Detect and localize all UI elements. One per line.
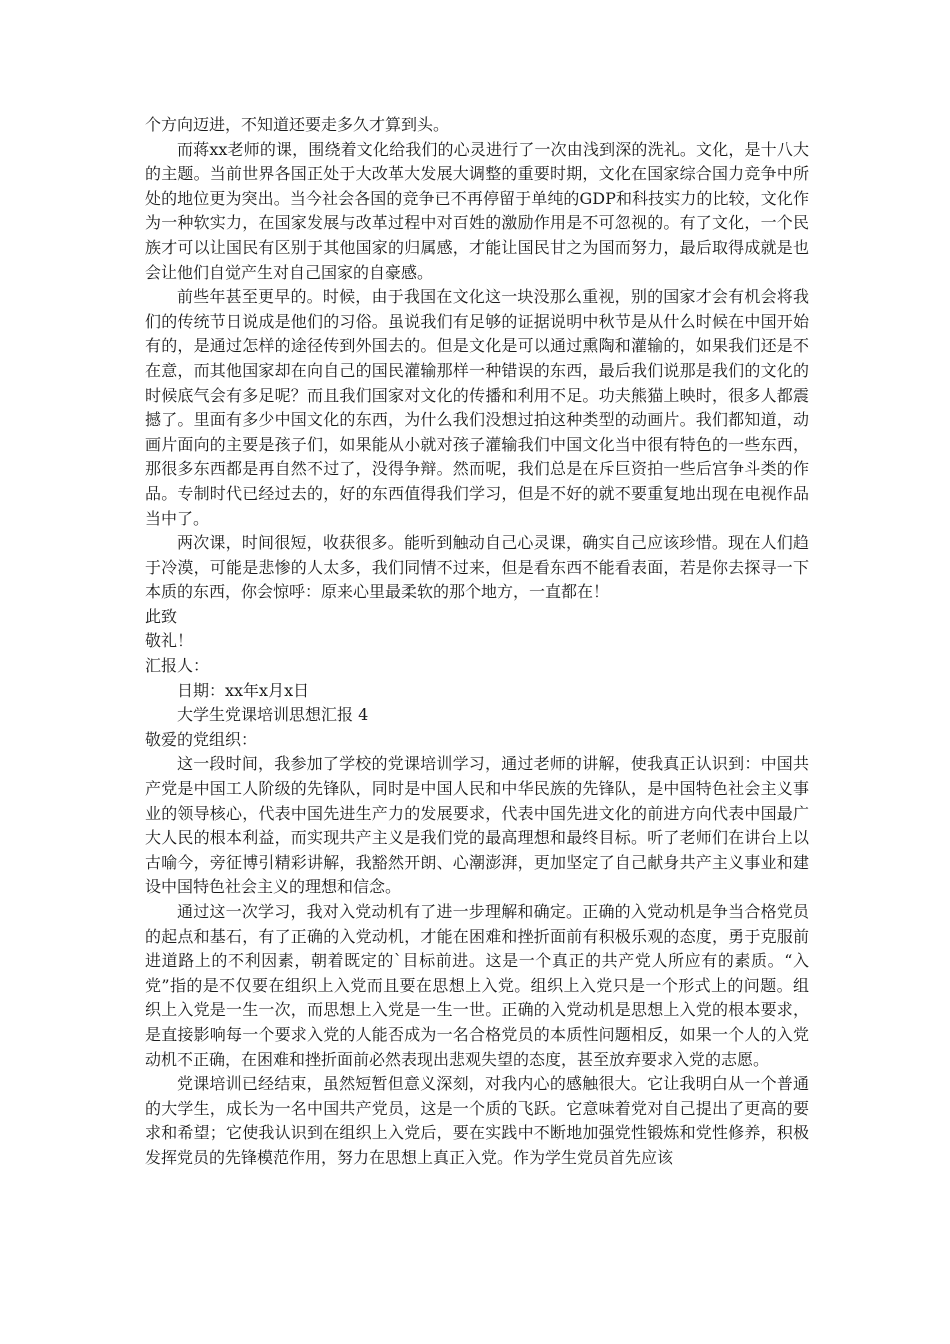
paragraph-motivation: 通过这一次学习，我对入党动机有了进一步理解和确定。正确的入党动机是争当合格党员的起点和基石，有了正确的入党动机，才能在困难和挫折面前有积极乐观的态度，勇于克服前进道路上的不利因素，朝着既定的`目标前进。这是一个真正的共产党人所应有的素质。“入党”指的是不仅要在组织上入党而且要在思想上入党。组织上入党只是一个形式上的问题。组织上入党是一生一次，而思想上入党是一生一世。正确的入党动机是思想上入党的根本要求，是直接影响每一个要求入党的人能否成为一名合格党员的本质性问题相反，如果一个人的入党动机不正确，在困难和挫折面前必然表现出悲观失望的态度，甚至放弃要求入党的志愿。 <box>145 902 809 1069</box>
paragraph-reflection: 党课培训已经结束，虽然短暂但意义深刻，对我内心的感触很大。它让我明白从一个普通的大学生，成长为一名中国共产党员，这是一个质的飞跃。它意味着党对自己提出了更高的要求和希望；它使我认识到在组织上入党后，要在实践中不断地加强党性锻炼和党性修养，积极发挥党员的先锋模范作用，努力在思想上真正入党。作为学生党员首先应该 <box>145 1074 809 1167</box>
reporter-label: 汇报人： <box>145 656 210 676</box>
document-page <box>145 113 809 1171</box>
report-date: 日期：xx年x月x日 <box>177 680 310 700</box>
section-title: 大学生党课培训思想汇报 4 <box>177 705 369 725</box>
paragraph-training: 这一段时间，我参加了学校的党课培训学习，通过老师的讲解，使我真正认识到：中国共产党是中国工人阶级的先锋队，同时是中国人民和中华民族的先锋队，是中国特色社会主义事业的领导核心，代表中国先进生产力的发展要求，代表中国先进文化的前进方向代表中国最广大人民的根本利益，而实现共产主义是我们党的最高理想和最终目标。听了老师们在讲台上以古喻今，旁征博引精彩讲解，我豁然开朗、心潮澎湃，更加坚定了自己献身共产主义事业和建设中国特色社会主义的理想和信念。 <box>145 754 809 897</box>
greeting: 敬爱的党组织： <box>145 729 258 749</box>
paragraph-tradition: 前些年甚至更早的。时候，由于我国在文化这一块没那么重视，别的国家才会有机会将我们的传统节日说成是他们的习俗。虽说我们有足够的证据说明中秋节是从什么时候在中国开始有的，是通过怎样的途径传到外国去的。但是文化是可以通过熏陶和灌输的，如果我们还是不在意，而其他国家却在向自己的国民灌输那样一种错误的东西，最后我们说那是我们的文化的时候底气会有多足呢？而且我们国家对文化的传播和利用不足。功夫熊猫上映时，很多人都震撼了。里面有多少中国文化的东西，为什么我们没想过拍这种类型的动画片。我们都知道，动画片面向的主要是孩子们，如果能从小就对孩子灌输我们中国文化当中很有特色的一些东西，那很多东西都是再自然不过了，没得争辩。然而呢，我们总是在斥巨资拍一些后宫争斗类的作品。专制时代已经过去的，好的东西值得我们学习，但是不好的就不要重复地出现在电视作品当中了。 <box>145 287 809 528</box>
paragraph-continuation: 个方向迈进，不知道还要走多久才算到头。 <box>145 115 450 134</box>
paragraph-culture: 而蒋xx老师的课，围绕着文化给我们的心灵进行了一次由浅到深的洗礼。文化，是十八大的主题。当前世界各国正处于大改革大发展大调整的重要时期，文化在国家综合国力竞争中所处的地位更为突出。当今社会各国的竞争已不再停留于单纯的GDP和科技实力的比较，文化作为一种软实力，在国家发展与改革过程中对百姓的激励作用是不可忽视的。有了文化，一个民族才可以让国民有区别于其他国家的归属感，才能让国民甘之为国而努力，最后取得成就是也会让他们自觉产生对自己国家的自豪感。 <box>145 139 809 282</box>
closing-salutation: 此致 <box>145 606 178 626</box>
paragraph-conclusion: 两次课，时间很短，收获很多。能听到触动自己心灵课，确实自己应该珍惜。现在人们趋于冷漠，可能是悲惨的人太多，我们同情不过来，但是看东西不能看表面，若是你去探寻一下本质的东西，你会惊呼：原来心里最柔软的那个地方，一直都在！ <box>145 533 809 602</box>
closing-regards: 敬礼！ <box>145 631 194 651</box>
